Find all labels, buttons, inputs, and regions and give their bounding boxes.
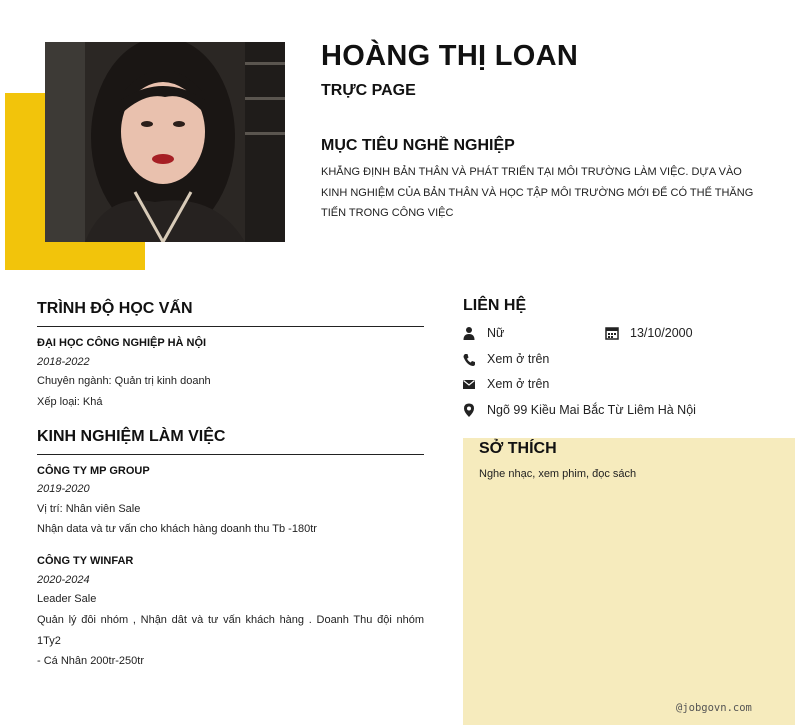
objective-text: KHẲNG ĐỊNH BẢN THÂN VÀ PHÁT TRIỂN TẠI MÔI TRƯỜNG LÀM VIỆC. DỰA VÀO KINH NGHIỆM CỦA BẢN THÂN VÀ HỌC TẬP MÔI TRƯỜNG MỚI ĐỂ CÓ THỂ THĂNG TIẾN TRONG CÔNG VIỆC [321, 166, 754, 219]
education-heading: TRÌNH ĐỘ HỌC VẤN [37, 300, 193, 317]
profile-photo-image [45, 42, 285, 242]
job-position: Vị trí: Nhân viên Sale [37, 503, 141, 515]
candidate-name: HOÀNG THỊ LOAN [321, 40, 579, 72]
profile-photo [45, 42, 285, 242]
objective-heading: MỤC TIÊU NGHỀ NGHIỆP [321, 137, 515, 154]
email-icon [462, 377, 476, 391]
job-position: Leader Sale [37, 593, 97, 605]
phone-icon [462, 353, 476, 367]
job-company: CÔNG TY WINFAR [37, 555, 134, 567]
hobbies-heading: SỞ THÍCH [479, 440, 557, 457]
job-company: CÔNG TY MP GROUP [37, 465, 150, 477]
job-description: Quản lý đôi nhóm , Nhận dât và tư vấn khách hàng . Doanh Thu đội nhóm 1Ty2 [37, 614, 424, 647]
watermark: @jobgovn.com [676, 702, 752, 714]
contact-heading: LIÊN HỆ [463, 297, 527, 314]
job-title: TRỰC PAGE [321, 82, 416, 99]
education-period: 2018-2022 [37, 356, 90, 368]
job-period: 2020-2024 [37, 574, 90, 586]
person-icon [462, 326, 476, 340]
location-icon [462, 403, 476, 417]
school-name: ĐẠI HỌC CÔNG NGHIỆP HÀ NỘI [37, 337, 207, 349]
education-major: Chuyên ngành: Quản trị kinh doanh [37, 375, 211, 387]
job-period: 2019-2020 [37, 483, 90, 495]
address-value: Ngõ 99 Kiều Mai Bắc Từ Liêm Hà Nội [487, 403, 696, 417]
hobbies-text: Nghe nhạc, xem phim, đọc sách [479, 468, 637, 480]
phone-value: Xem ở trên [487, 352, 550, 366]
gender-value: Nữ [487, 326, 505, 340]
experience-divider [37, 454, 424, 455]
email-value: Xem ở trên [487, 377, 550, 391]
calendar-icon [605, 326, 619, 340]
hobbies-panel [463, 438, 795, 725]
education-grade: Xếp loại: Khá [37, 396, 103, 408]
dob-value: 13/10/2000 [630, 326, 693, 340]
job-extra: - Cá Nhân 200tr-250tr [37, 655, 144, 667]
experience-heading: KINH NGHIỆM LÀM VIỆC [37, 428, 226, 445]
job-description: Nhận data và tư vấn cho khách hàng doanh thu Tb -180tr [37, 523, 317, 535]
education-divider [37, 326, 424, 327]
